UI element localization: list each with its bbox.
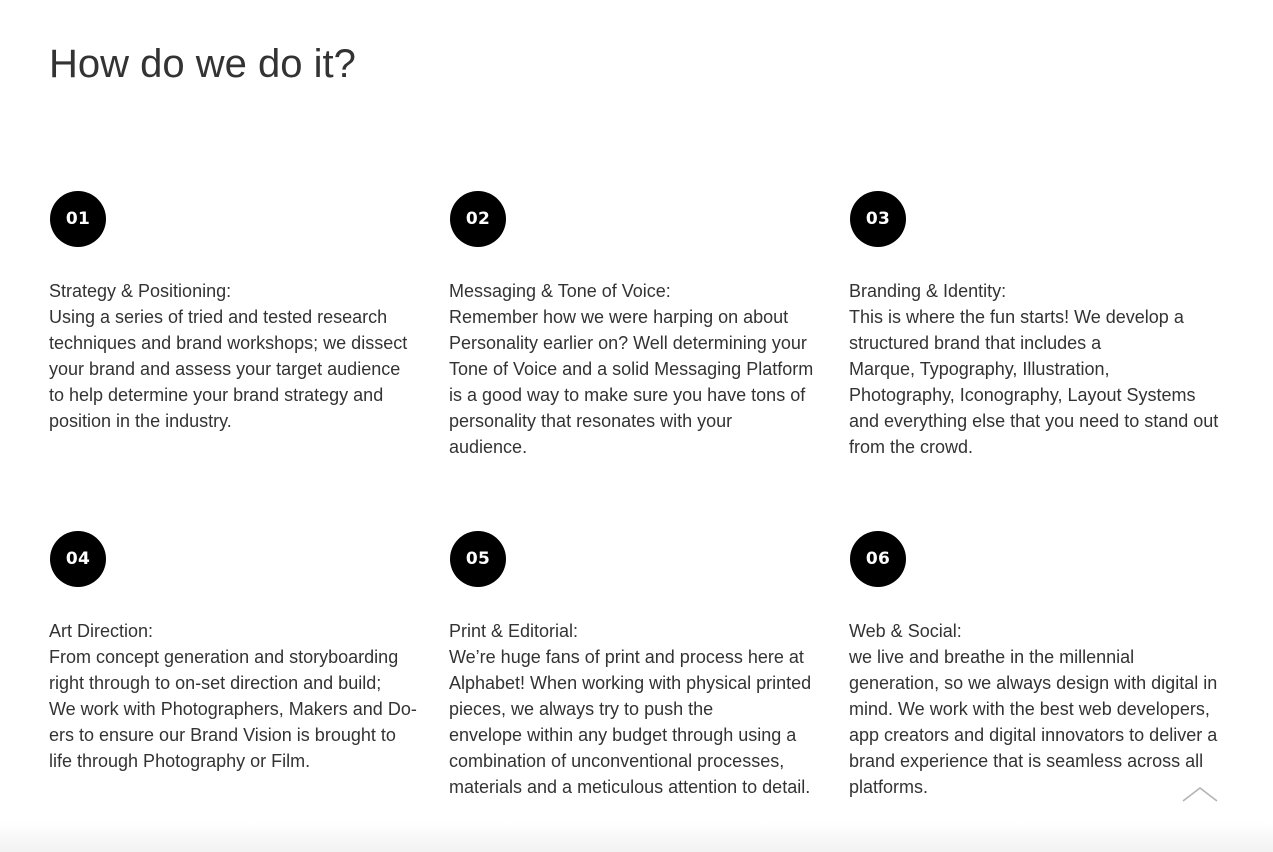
step-title: Strategy & Positioning: xyxy=(49,281,232,301)
back-to-top-button[interactable] xyxy=(1180,784,1220,804)
step-number-badge: 05 xyxy=(450,531,506,587)
step-text xyxy=(449,278,821,460)
page-title: How do we do it? xyxy=(49,42,356,86)
step-number-badge: 02 xyxy=(450,191,506,247)
step-number-badge: 03 xyxy=(850,191,906,247)
step-text xyxy=(849,278,1221,460)
step-description: Remember how we were harping on about Personality earlier on? Well determining your Tone of Voice and a solid Messaging Platform is a good way to make sure you have tons of personality that resonates with your audience. xyxy=(449,307,814,457)
step-text xyxy=(49,618,421,774)
step-title: Branding & Identity: xyxy=(849,281,1007,301)
step-text xyxy=(849,618,1221,800)
step-number-badge: 04 xyxy=(50,531,106,587)
step-description: This is where the fun starts! We develop a structured brand that includes a Marque, Typography, Illustration, Photography, Iconography, Layout Systems and everything else that you need to stand out from the crowd. xyxy=(849,307,1219,457)
step-title: Print & Editorial: xyxy=(449,621,579,641)
step-title: Messaging & Tone of Voice: xyxy=(449,281,671,301)
step-description: we live and breathe in the millennial generation, so we always design with digital in mind. We work with the best web developers, app creators and digital innovators to deliver a brand experience that is seamless across all platforms. xyxy=(849,647,1218,797)
step-number-badge: 01 xyxy=(50,191,106,247)
step-description: From concept generation and storyboarding right through to on-set direction and build; We work with Photographers, Makers and Do- ers to ensure our Brand Vision is brought to life through Photography or Film. xyxy=(49,647,417,771)
step-number-badge: 06 xyxy=(850,531,906,587)
step-title: Art Direction: xyxy=(49,621,154,641)
step-text xyxy=(449,618,821,800)
step-title: Web & Social: xyxy=(849,621,962,641)
bottom-shadow xyxy=(0,822,1273,852)
step-text xyxy=(49,278,421,434)
step-description: Using a series of tried and tested research techniques and brand workshops; we dissect your brand and assess your target audience to help determine your brand strategy and position in the industry. xyxy=(49,307,408,431)
chevron-up-icon xyxy=(1180,784,1220,804)
step-description: We’re huge fans of print and process here at Alphabet! When working with physical printed pieces, we always try to push the envelope within any budget through using a combination of unconventional processes, materials and a meticulous attention to detail. xyxy=(449,647,812,797)
